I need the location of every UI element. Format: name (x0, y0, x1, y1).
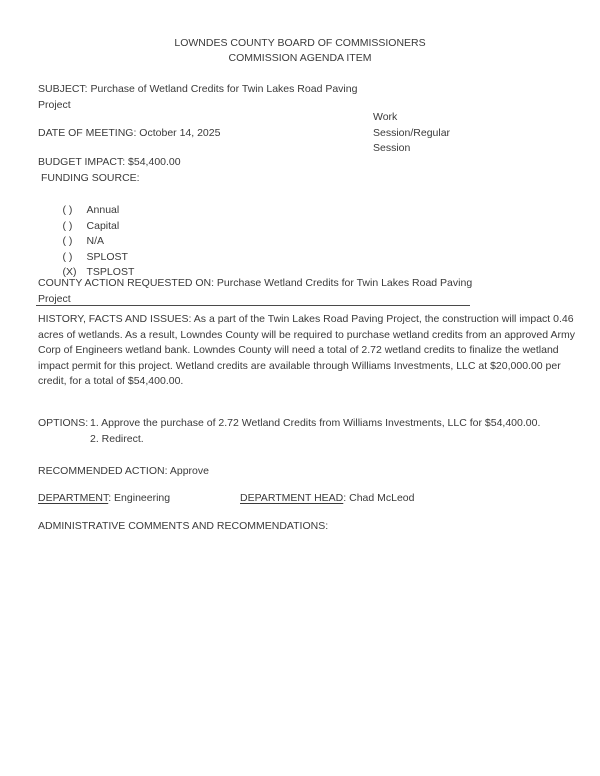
option-1: 1. Approve the purchase of 2.72 Wetland Credits from Williams Investments, LLC for $54,400.00. (90, 417, 541, 429)
department-row (0, 491, 600, 507)
history-facts-issues: HISTORY, FACTS AND ISSUES: As a part of the Twin Lakes Road Paving Project, the construction will impact 0.46 acres of wetlands. As a result, Lowndes County will be required to purchase wetland credits from an approved Army Corp of Engineers wetland bank. Lowndes County will need a total of 2.72 wetland credits to finalize the wetland impact permit for this project. Wetland credits are available through Williams Investments, LLC at $20,000.00 per credit, for a total of $54,400.00. (38, 313, 575, 388)
funding-option-label: TSPLOST (86, 265, 135, 278)
budget-impact-line: BUDGET IMPACT: $54,400.00 (38, 156, 181, 168)
recommended-action-line: RECOMMENDED ACTION: Approve (38, 465, 209, 477)
funding-option-label: SPLOST (86, 250, 128, 263)
funding-option-label: Capital (86, 219, 120, 232)
option-2: 2. Redirect. (90, 432, 144, 445)
funding-option-annual (45, 188, 345, 217)
checkbox-capital: ( ) (62, 219, 73, 232)
funding-option-label: Annual (86, 204, 120, 217)
funding-source-list (45, 188, 345, 278)
checkbox-annual: ( ) (62, 204, 73, 217)
checkbox-splost: ( ) (62, 250, 73, 263)
header-org-title: LOWNDES COUNTY BOARD OF COMMISSIONERS (174, 37, 426, 49)
funding-source-label: FUNDING SOURCE: (41, 172, 140, 184)
session-type: Work Session/Regular Session (373, 111, 451, 155)
options-label: OPTIONS: (38, 417, 89, 429)
funding-option-label: N/A (86, 235, 105, 248)
department-head-label: DEPARTMENT HEAD (240, 492, 344, 504)
header-doc-title: COMMISSION AGENDA ITEM (228, 52, 372, 64)
document-header (0, 36, 600, 66)
options-section (38, 416, 583, 447)
department-field (38, 491, 170, 507)
options-list (90, 416, 583, 447)
department-label: DEPARTMENT (38, 492, 109, 504)
meeting-date-line: DATE OF MEETING: October 14, 2025 (38, 127, 221, 139)
subject-line: SUBJECT: Purchase of Wetland Credits for Twin Lakes Road Paving Project (38, 83, 358, 111)
checkbox-tsplost-checked: (X) (62, 265, 77, 278)
administrative-comments-line: ADMINISTRATIVE COMMENTS AND RECOMMENDATIONS: (38, 520, 329, 532)
county-action-line: COUNTY ACTION REQUESTED ON: Purchase Wetland Credits for Twin Lakes Road Paving Project (38, 277, 473, 305)
horizontal-rule (36, 305, 470, 306)
department-head-field (240, 491, 415, 507)
department-value: : Engineering (108, 492, 171, 504)
checkbox-na: ( ) (62, 235, 73, 248)
department-head-value: : Chad McLeod (343, 492, 415, 504)
